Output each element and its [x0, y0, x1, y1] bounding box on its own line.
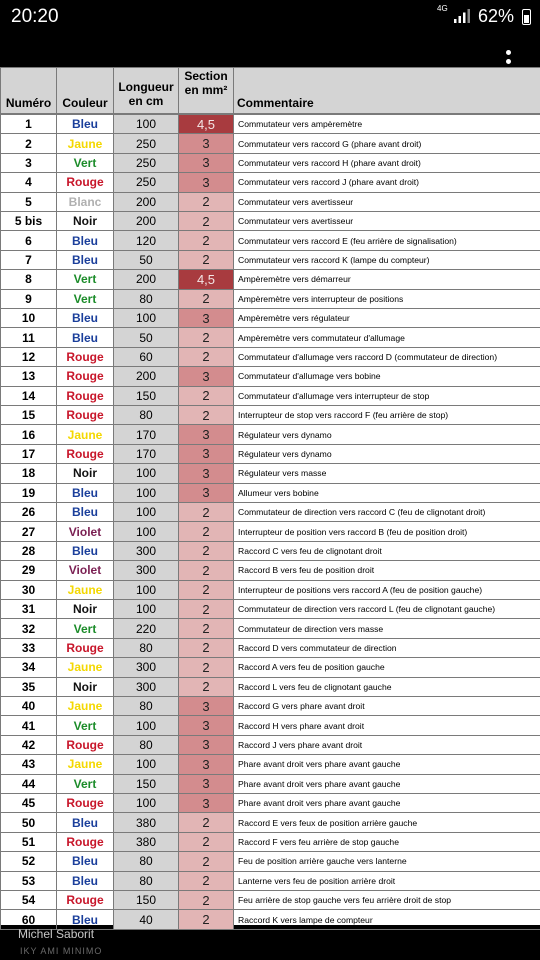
cell-section: 3 — [179, 134, 234, 153]
cell-longueur: 150 — [114, 891, 179, 910]
cell-section: 4,5 — [179, 270, 234, 289]
cell-numero: 4 — [0, 173, 57, 192]
cell-couleur: Vert — [57, 775, 114, 794]
cell-couleur: Noir — [57, 600, 114, 619]
cell-numero: 32 — [0, 619, 57, 638]
cell-section: 3 — [179, 309, 234, 328]
cell-longueur: 150 — [114, 387, 179, 406]
cell-couleur: Bleu — [57, 910, 114, 929]
cell-couleur: Jaune — [57, 697, 114, 716]
table-row — [0, 231, 540, 250]
cell-couleur: Rouge — [57, 833, 114, 852]
cell-numero: 60 — [0, 910, 57, 929]
cell-section: 2 — [179, 406, 234, 425]
cell-section: 3 — [179, 367, 234, 386]
cell-commentaire: Raccord F vers feu arrière de stop gauche — [234, 833, 540, 852]
cell-commentaire: Ampèremètre vers démarreur — [234, 270, 540, 289]
status-time: 20:20 — [11, 6, 59, 27]
table-row — [0, 406, 540, 425]
cell-section: 2 — [179, 872, 234, 891]
cell-longueur: 80 — [114, 852, 179, 871]
table-row — [0, 813, 540, 832]
cell-numero: 42 — [0, 736, 57, 755]
cell-section: 2 — [179, 561, 234, 580]
table-row — [0, 561, 540, 580]
cell-section: 2 — [179, 813, 234, 832]
cell-longueur: 80 — [114, 639, 179, 658]
cell-commentaire: Commutateur vers avertisseur — [234, 212, 540, 231]
cell-couleur: Jaune — [57, 755, 114, 774]
cell-longueur: 120 — [114, 231, 179, 250]
cell-longueur: 300 — [114, 561, 179, 580]
cell-longueur: 80 — [114, 872, 179, 891]
cell-commentaire: Feu de position arrière gauche vers lanterne — [234, 852, 540, 871]
status-bar — [0, 0, 540, 34]
cell-commentaire: Phare avant droit vers phare avant gauche — [234, 794, 540, 813]
cell-couleur: Rouge — [57, 736, 114, 755]
cell-couleur: Bleu — [57, 231, 114, 250]
table-row — [0, 619, 540, 638]
cell-commentaire: Commutateur vers raccord E (feu arrière de signalisation) — [234, 231, 540, 250]
table-row — [0, 639, 540, 658]
cell-section: 2 — [179, 387, 234, 406]
cell-numero: 7 — [0, 251, 57, 270]
cell-couleur: Jaune — [57, 425, 114, 444]
cell-couleur: Rouge — [57, 348, 114, 367]
cell-longueur: 200 — [114, 270, 179, 289]
cell-section: 2 — [179, 503, 234, 522]
cell-numero: 8 — [0, 270, 57, 289]
cell-section: 2 — [179, 581, 234, 600]
cell-commentaire: Ampèremètre vers régulateur — [234, 309, 540, 328]
cell-couleur: Bleu — [57, 813, 114, 832]
cell-section: 2 — [179, 619, 234, 638]
cell-commentaire: Raccord A vers feu de position gauche — [234, 658, 540, 677]
cell-longueur: 50 — [114, 328, 179, 347]
cell-section: 2 — [179, 542, 234, 561]
cell-numero: 19 — [0, 484, 57, 503]
cell-numero: 15 — [0, 406, 57, 425]
cell-numero: 2 — [0, 134, 57, 153]
cell-longueur: 170 — [114, 425, 179, 444]
cell-couleur: Violet — [57, 561, 114, 580]
cell-commentaire: Commutateur de direction vers masse — [234, 619, 540, 638]
cell-longueur: 80 — [114, 736, 179, 755]
cell-couleur: Bleu — [57, 328, 114, 347]
cell-section: 3 — [179, 697, 234, 716]
cell-couleur: Vert — [57, 619, 114, 638]
cell-commentaire: Feu arrière de stop gauche vers feu arrière droit de stop — [234, 891, 540, 910]
cell-section: 4,5 — [179, 115, 234, 134]
cell-commentaire: Ampèremètre vers interrupteur de positions — [234, 290, 540, 309]
cell-section: 3 — [179, 173, 234, 192]
cell-section: 2 — [179, 212, 234, 231]
cell-section: 3 — [179, 794, 234, 813]
cell-commentaire: Raccord L vers feu de clignotant gauche — [234, 678, 540, 697]
cell-couleur: Vert — [57, 154, 114, 173]
wiring-table — [0, 67, 540, 956]
cell-numero: 16 — [0, 425, 57, 444]
cell-numero: 5 — [0, 193, 57, 212]
table-row — [0, 212, 540, 231]
cell-numero: 43 — [0, 755, 57, 774]
cell-commentaire: Raccord D vers commutateur de direction — [234, 639, 540, 658]
cell-numero: 40 — [0, 697, 57, 716]
table-row — [0, 251, 540, 270]
battery-level: 62% — [478, 6, 515, 26]
cell-commentaire: Régulateur vers dynamo — [234, 425, 540, 444]
cell-commentaire: Interrupteur de positions vers raccord A (feu de position gauche) — [234, 581, 540, 600]
cell-section: 2 — [179, 231, 234, 250]
cell-couleur: Rouge — [57, 445, 114, 464]
header-longueur-line2: en cm — [128, 93, 164, 108]
cell-commentaire: Raccord H vers phare avant droit — [234, 716, 540, 735]
cell-section: 2 — [179, 658, 234, 677]
cell-numero: 45 — [0, 794, 57, 813]
table-row — [0, 134, 540, 153]
cell-section: 2 — [179, 193, 234, 212]
table-row — [0, 755, 540, 774]
cell-longueur: 100 — [114, 794, 179, 813]
cell-numero: 10 — [0, 309, 57, 328]
table-row — [0, 115, 540, 134]
header-section — [179, 67, 234, 114]
cell-numero: 13 — [0, 367, 57, 386]
cell-numero: 18 — [0, 464, 57, 483]
cell-section: 2 — [179, 678, 234, 697]
cell-longueur: 170 — [114, 445, 179, 464]
cell-couleur: Blanc — [57, 193, 114, 212]
cell-numero: 11 — [0, 328, 57, 347]
cell-longueur: 100 — [114, 600, 179, 619]
cell-commentaire: Commutateur de direction vers raccord L (feu de clignotant gauche) — [234, 600, 540, 619]
header-longueur — [114, 67, 179, 114]
cell-longueur: 250 — [114, 173, 179, 192]
table-row — [0, 581, 540, 600]
cell-couleur: Vert — [57, 716, 114, 735]
cell-couleur: Bleu — [57, 484, 114, 503]
table-row — [0, 872, 540, 891]
cell-section: 3 — [179, 154, 234, 173]
header-numero: Numéro — [0, 67, 57, 114]
cell-commentaire: Interrupteur de position vers raccord B (feu de position droit) — [234, 522, 540, 541]
table-row — [0, 697, 540, 716]
cell-section: 2 — [179, 600, 234, 619]
cell-commentaire: Raccord J vers phare avant droit — [234, 736, 540, 755]
table-row — [0, 290, 540, 309]
table-row — [0, 173, 540, 192]
header-section-line1: Section — [184, 69, 228, 83]
cell-couleur: Rouge — [57, 387, 114, 406]
cell-longueur: 60 — [114, 348, 179, 367]
cell-longueur: 100 — [114, 309, 179, 328]
table-row — [0, 522, 540, 541]
cell-couleur: Bleu — [57, 251, 114, 270]
cell-couleur: Vert — [57, 270, 114, 289]
table-row — [0, 425, 540, 444]
cell-longueur: 80 — [114, 290, 179, 309]
cell-couleur: Bleu — [57, 852, 114, 871]
cell-commentaire: Commutateur d'allumage vers interrupteur de stop — [234, 387, 540, 406]
table-row — [0, 600, 540, 619]
cell-couleur: Bleu — [57, 309, 114, 328]
cell-section: 2 — [179, 891, 234, 910]
cell-commentaire: Commutateur de direction vers raccord C (feu de clignotant droit) — [234, 503, 540, 522]
table-row — [0, 891, 540, 910]
cell-commentaire: Commutateur vers raccord J (phare avant droit) — [234, 173, 540, 192]
cell-commentaire: Raccord G vers phare avant droit — [234, 697, 540, 716]
cell-commentaire: Commutateur vers raccord G (phare avant droit) — [234, 134, 540, 153]
cell-commentaire: Commutateur d'allumage vers bobine — [234, 367, 540, 386]
cell-longueur: 380 — [114, 833, 179, 852]
cell-commentaire: Lanterne vers feu de position arrière droit — [234, 872, 540, 891]
header-section-line2: en mm² — [184, 83, 228, 97]
table-row — [0, 794, 540, 813]
cell-couleur: Bleu — [57, 872, 114, 891]
cell-numero: 17 — [0, 445, 57, 464]
cell-couleur: Noir — [57, 678, 114, 697]
cell-section: 3 — [179, 755, 234, 774]
cell-commentaire: Interrupteur de stop vers raccord F (feu arrière de stop) — [234, 406, 540, 425]
table-row — [0, 484, 540, 503]
cell-numero: 50 — [0, 813, 57, 832]
cell-commentaire: Commutateur vers avertisseur — [234, 193, 540, 212]
table-row — [0, 464, 540, 483]
cell-section: 2 — [179, 290, 234, 309]
cell-couleur: Bleu — [57, 503, 114, 522]
cell-commentaire: Commutateur d'allumage vers raccord D (commutateur de direction) — [234, 348, 540, 367]
cell-numero: 44 — [0, 775, 57, 794]
table-row — [0, 503, 540, 522]
table-row — [0, 852, 540, 871]
cell-section: 3 — [179, 736, 234, 755]
cell-section: 2 — [179, 251, 234, 270]
cell-commentaire: Phare avant droit vers phare avant gauche — [234, 755, 540, 774]
cell-numero: 9 — [0, 290, 57, 309]
table-row — [0, 154, 540, 173]
cell-couleur: Rouge — [57, 406, 114, 425]
table-row — [0, 736, 540, 755]
cell-numero: 26 — [0, 503, 57, 522]
cell-numero: 54 — [0, 891, 57, 910]
cell-commentaire: Raccord C vers feu de clignotant droit — [234, 542, 540, 561]
cell-longueur: 200 — [114, 212, 179, 231]
cell-section: 2 — [179, 639, 234, 658]
cell-numero: 3 — [0, 154, 57, 173]
watermark-line: IKY AMI MINIMO — [20, 946, 103, 956]
cell-numero: 28 — [0, 542, 57, 561]
cell-longueur: 50 — [114, 251, 179, 270]
cell-couleur: Noir — [57, 212, 114, 231]
header-couleur: Couleur — [57, 67, 114, 114]
cell-couleur: Violet — [57, 522, 114, 541]
cell-commentaire: Phare avant droit vers phare avant gauche — [234, 775, 540, 794]
cell-section: 3 — [179, 716, 234, 735]
cell-numero: 14 — [0, 387, 57, 406]
cell-couleur: Rouge — [57, 639, 114, 658]
cell-commentaire: Ampèremètre vers commutateur d'allumage — [234, 328, 540, 347]
cell-numero: 53 — [0, 872, 57, 891]
cell-couleur: Bleu — [57, 115, 114, 134]
cell-longueur: 220 — [114, 619, 179, 638]
cell-numero: 34 — [0, 658, 57, 677]
cell-numero: 51 — [0, 833, 57, 852]
cell-commentaire: Commutateur vers raccord K (lampe du compteur) — [234, 251, 540, 270]
cell-numero: 52 — [0, 852, 57, 871]
cell-numero: 1 — [0, 115, 57, 134]
cell-longueur: 200 — [114, 367, 179, 386]
cell-section: 3 — [179, 775, 234, 794]
cell-section: 2 — [179, 522, 234, 541]
cell-longueur: 40 — [114, 910, 179, 929]
cell-longueur: 100 — [114, 115, 179, 134]
cell-longueur: 100 — [114, 581, 179, 600]
table-row — [0, 387, 540, 406]
cell-longueur: 80 — [114, 406, 179, 425]
cell-couleur: Bleu — [57, 542, 114, 561]
cell-numero: 35 — [0, 678, 57, 697]
signal-icon — [454, 9, 470, 23]
cell-longueur: 300 — [114, 542, 179, 561]
table-row — [0, 775, 540, 794]
cell-couleur: Jaune — [57, 581, 114, 600]
cell-longueur: 150 — [114, 775, 179, 794]
cell-section: 2 — [179, 328, 234, 347]
cell-longueur: 250 — [114, 154, 179, 173]
cell-longueur: 100 — [114, 755, 179, 774]
cell-longueur: 100 — [114, 503, 179, 522]
cell-longueur: 380 — [114, 813, 179, 832]
cell-section: 2 — [179, 910, 234, 929]
cell-longueur: 100 — [114, 484, 179, 503]
cell-couleur: Noir — [57, 464, 114, 483]
cell-numero: 30 — [0, 581, 57, 600]
cell-section: 3 — [179, 464, 234, 483]
table-row — [0, 833, 540, 852]
cell-section: 2 — [179, 852, 234, 871]
table-row — [0, 367, 540, 386]
table-row — [0, 270, 540, 289]
table-row — [0, 328, 540, 347]
cell-section: 3 — [179, 425, 234, 444]
cell-section: 2 — [179, 348, 234, 367]
cell-commentaire: Raccord E vers feux de position arrière gauche — [234, 813, 540, 832]
cell-couleur: Rouge — [57, 173, 114, 192]
table-row — [0, 542, 540, 561]
cell-longueur: 300 — [114, 658, 179, 677]
battery-icon — [522, 9, 531, 25]
cell-numero: 31 — [0, 600, 57, 619]
header-commentaire: Commentaire — [234, 67, 540, 114]
cell-couleur: Jaune — [57, 134, 114, 153]
cell-longueur: 100 — [114, 522, 179, 541]
cell-commentaire: Régulateur vers masse — [234, 464, 540, 483]
table-row — [0, 309, 540, 328]
cell-numero: 41 — [0, 716, 57, 735]
table-row — [0, 193, 540, 212]
table-row — [0, 678, 540, 697]
watermark-author: Michel Saborit — [18, 927, 95, 941]
cell-section: 3 — [179, 484, 234, 503]
table-row — [0, 658, 540, 677]
cell-commentaire: Allumeur vers bobine — [234, 484, 540, 503]
cell-couleur: Rouge — [57, 891, 114, 910]
cell-couleur: Vert — [57, 290, 114, 309]
cell-numero: 6 — [0, 231, 57, 250]
cell-longueur: 100 — [114, 716, 179, 735]
cell-couleur: Rouge — [57, 367, 114, 386]
cell-couleur: Rouge — [57, 794, 114, 813]
cell-numero: 27 — [0, 522, 57, 541]
table-row — [0, 716, 540, 735]
table-row — [0, 445, 540, 464]
cell-numero: 29 — [0, 561, 57, 580]
cell-commentaire: Commutateur vers ampèremètre — [234, 115, 540, 134]
cell-commentaire: Régulateur vers dynamo — [234, 445, 540, 464]
cell-longueur: 300 — [114, 678, 179, 697]
cell-couleur: Jaune — [57, 658, 114, 677]
cell-section: 2 — [179, 833, 234, 852]
network-type: 4G — [437, 4, 448, 13]
cell-longueur: 200 — [114, 193, 179, 212]
cell-longueur: 80 — [114, 697, 179, 716]
cell-commentaire: Commutateur vers raccord H (phare avant droit) — [234, 154, 540, 173]
cell-longueur: 100 — [114, 464, 179, 483]
header-longueur-line1: Longueur — [118, 79, 174, 94]
cell-numero: 12 — [0, 348, 57, 367]
cell-numero: 33 — [0, 639, 57, 658]
cell-commentaire: Raccord K vers lampe de compteur — [234, 910, 540, 929]
cell-numero: 5 bis — [0, 212, 57, 231]
table-row — [0, 348, 540, 367]
cell-commentaire: Raccord B vers feu de position droit — [234, 561, 540, 580]
cell-longueur: 250 — [114, 134, 179, 153]
cell-section: 3 — [179, 445, 234, 464]
